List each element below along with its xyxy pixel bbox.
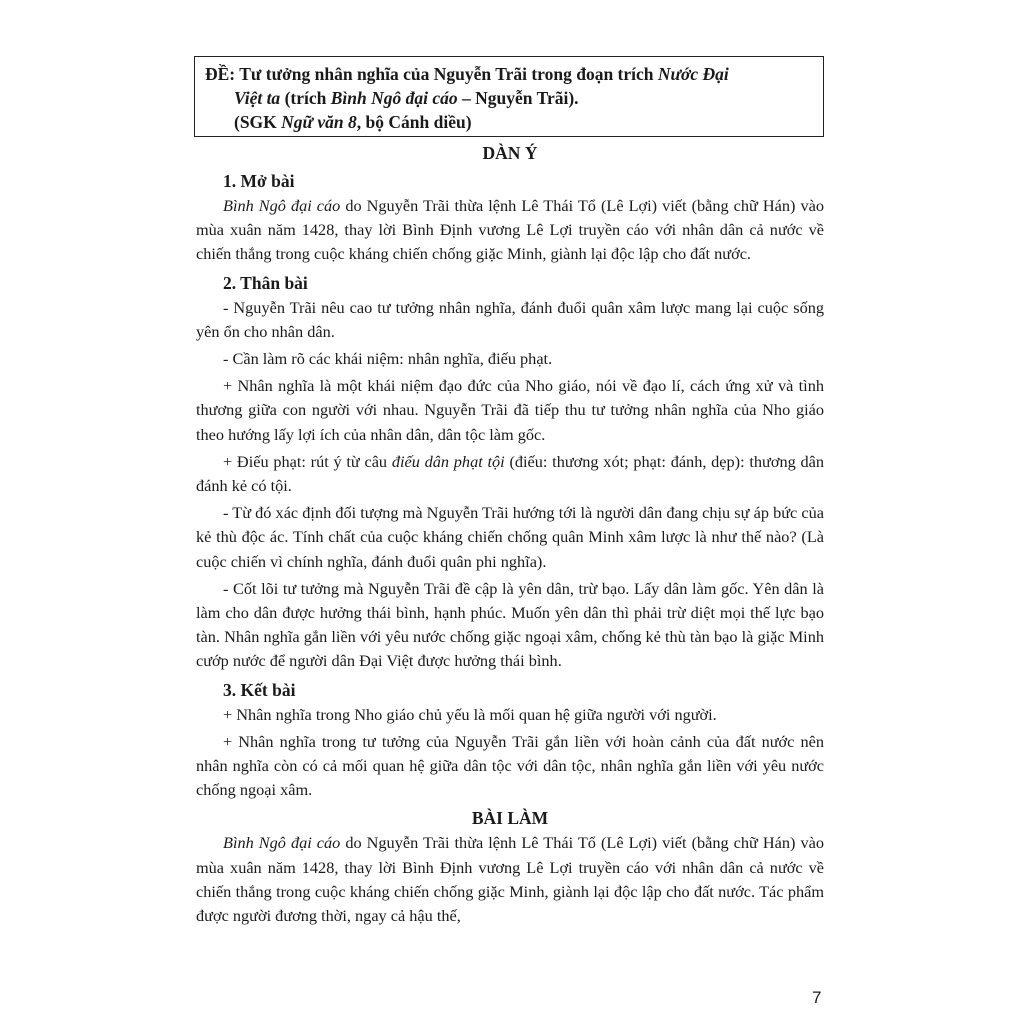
topic-line-3: (SGK Ngữ văn 8, bộ Cánh diều) [234, 112, 472, 132]
essay-title: BÀI LÀM [471, 808, 549, 829]
intro-heading: 1. Mở bài [223, 171, 295, 191]
topic-box [194, 56, 824, 137]
body-paragraph-1: - Nguyễn Trãi nêu cao tư tưởng nhân nghĩa, đánh đuổi quân xâm lược mang lại cuộc sống yên ổn cho nhân dân. [196, 297, 824, 341]
body-paragraph-5: - Từ đó xác định đối tượng mà Nguyễn Trãi hướng tới là người dân đang chịu sự áp bức của kẻ thù độc ác. Tính chất của cuộc kháng chiến chống quân Minh xâm lược là như thế nào? (Là cuộc chiến vì chính nghĩa, đánh đuổi quân phi nghĩa). [196, 503, 824, 571]
conclusion-heading: 3. Kết bài [223, 679, 296, 700]
body-heading: 2. Thân bài [223, 272, 308, 293]
intro-paragraph: Bình Ngô đại cáo do Nguyễn Trãi thừa lệnh Lê Thái Tổ (Lê Lợi) viết (bằng chữ Hán) vào mùa xuân năm 1428, thay lời Bình Định vương Lê Lợi truyền cáo với nhân dân cả nước về chiến thắng trong cuộc kháng chiến chống giặc Minh, giành lại độc lập cho đất nước. [196, 196, 824, 264]
main-content [196, 140, 824, 931]
body-paragraph-2: - Cần làm rõ các khái niệm: nhân nghĩa, điếu phạt. [223, 349, 553, 369]
topic-line-1: ĐỀ: Tư tưởng nhân nghĩa của Nguyễn Trãi trong đoạn trích Nước Đại [205, 64, 729, 84]
outline-title: DÀN Ý [482, 143, 538, 163]
topic-line-2: Việt ta (trích Bình Ngô đại cáo – Nguyễn Trãi). [234, 88, 579, 108]
body-paragraph-6: - Cốt lõi tư tưởng mà Nguyễn Trãi đề cập là yên dân, trừ bạo. Lấy dân làm gốc. Yên dân là làm cho dân được hưởng thái bình, hạnh phúc. Muốn yên dân thì phải trừ diệt mọi thế lực bạo tàn. Nhân nghĩa gắn liền với yêu nước chống giặc ngoại xâm, chống kẻ thù tàn bạo là giặc Minh cướp nước để người dân Đại Việt được hưởng thái bình. [196, 578, 824, 671]
essay-paragraph: Bình Ngô đại cáo do Nguyễn Trãi thừa lệnh Lê Thái Tổ (Lê Lợi) viết (bằng chữ Hán) vào mùa xuân năm 1428, thay lời Bình Định vương Lê Lợi truyền cáo với nhân dân cả nước về chiến thắng trong cuộc kháng chiến chống giặc Minh, giành lại độc lập cho đất nước. Tác phẩm được người đương thời, ngay cả hậu thế, [196, 833, 824, 926]
conclusion-paragraph-1: + Nhân nghĩa trong Nho giáo chủ yếu là mối quan hệ giữa người với người. [223, 704, 717, 724]
body-paragraph-4: + Điếu phạt: rút ý từ câu điếu dân phạt tội (điếu: thương xót; phạt: đánh, dẹp): thương dân đánh kẻ có tội. [196, 451, 825, 496]
body-paragraph-3: + Nhân nghĩa là một khái niệm đạo đức của Nho giáo, nói về đạo lí, cách ứng xử và tình thương giữa con người với nhau. Nguyễn Trãi đã tiếp thu tư tưởng nhân nghĩa của Nho giáo theo hướng lấy lợi ích của nhân dân, dân tộc làm gốc. [196, 376, 824, 444]
conclusion-paragraph-2: + Nhân nghĩa trong tư tưởng của Nguyễn Trãi gắn liền với hoàn cảnh của đất nước nên nhân nghĩa còn có cả mối quan hệ giữa dân tộc với dân tộc, nhân nghĩa gắn liền với yêu nước chống ngoại xâm. [196, 731, 824, 800]
page-number: 7 [812, 988, 822, 1007]
